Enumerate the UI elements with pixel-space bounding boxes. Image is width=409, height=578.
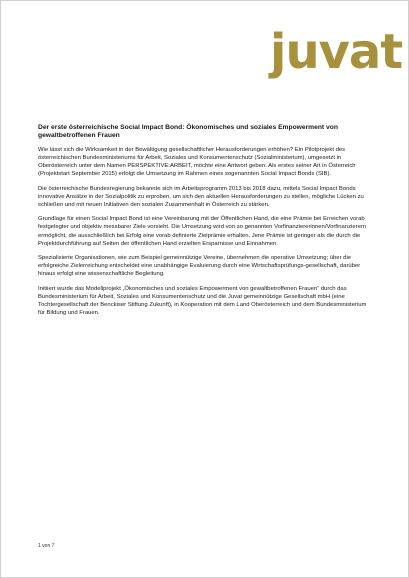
paragraph-basis: Grundlage für einen Social Impact Bond ist eine Vereinbarung mit der Öffentlichen Hand, die eine Prämie bei Erreichen vorab festgelegter und objektiv messbarer Ziele vorsieht. Die Umsetzung wird von so genannten Vorfinanziererinnen/Vorfinanzierern ermöglicht, die ausschließlich bei Erfolg eine vorab definierte Zielprämie erhalten. Jene Prämie ist geringer als die durch die Projektdurchführung auf Seiten der öffentlichen Hand erzielten Ersparnisse und Einnahmen. xyxy=(38,216,367,247)
paragraph-government: Die österreichische Bundesregierung bekannte sich im Arbeitsprogramm 2013 bis 2018 dazu, mittels Social Impact Bonds innovative Ansätze in der Sozialpolitik zu erproben, um sich den aktuellen Herausforderungen zu stellen, mögliche Lücken zu schließen und mit neuen Initiativen den sozialen Zusammenhalt in Österreich zu stärken. xyxy=(38,185,364,209)
document-body xyxy=(38,124,372,323)
paragraph-initiation: Initiiert wurde das Modellprojekt „Ökonomisches und soziales Empowerment von gewaltbetroffenen Frauen“ durch das Bundesministerium für Arbeit, Soziales und Konsumentenschutz und die Juvat gemeinnützige Gesellschaft mbH (eine Tochtergesellschaft der Benckiser Stiftung Zukunft), in Kooperation mit dem Land Oberösterreich und dem Bundesministerium für Bildung und Frauen. xyxy=(38,285,367,317)
paragraph-intro: Wie lässt sich die Wirksamkeit in der Bewältigung gesellschaftlicher Herausforderungen erhöhen? Ein Pilotprojekt des österreichischen Bundesministeriums für Arbeit, Soziales und Konsumentenschutz (Sozialministerium), umgesetzt in Oberösterreich unter dem Namen PERSPEKTIVE:ARBEIT, möchte eine Antwort geben. Als erstes seiner Art in Österreich (Projektstart September 2015) erfolgt die Umsetzung im Rahmen eines sogenannten Social Impact Bonds (SIB). xyxy=(38,146,356,178)
document-title: Der erste österreichische Social Impact Bond: Ökonomisches und soziales Empowerment von gewaltbetroffenen Frauen xyxy=(38,124,338,140)
paragraph-organisations: Spezialisierte Organisationen, wie zum Beispiel gemeinnützige Vereine, übernehmen die operative Umsetzung; über die erfolgreiche Zielerreichung entscheidet eine unabhängige Evaluierung durch eine Wirtschaftsprüfungs-gesellschaft, darüber hinaus erfolgt eine wissenschaftliche Begleitung. xyxy=(38,255,361,278)
page-number: 1 von 7 xyxy=(38,543,55,549)
juvat-logo: juvat xyxy=(270,24,403,80)
